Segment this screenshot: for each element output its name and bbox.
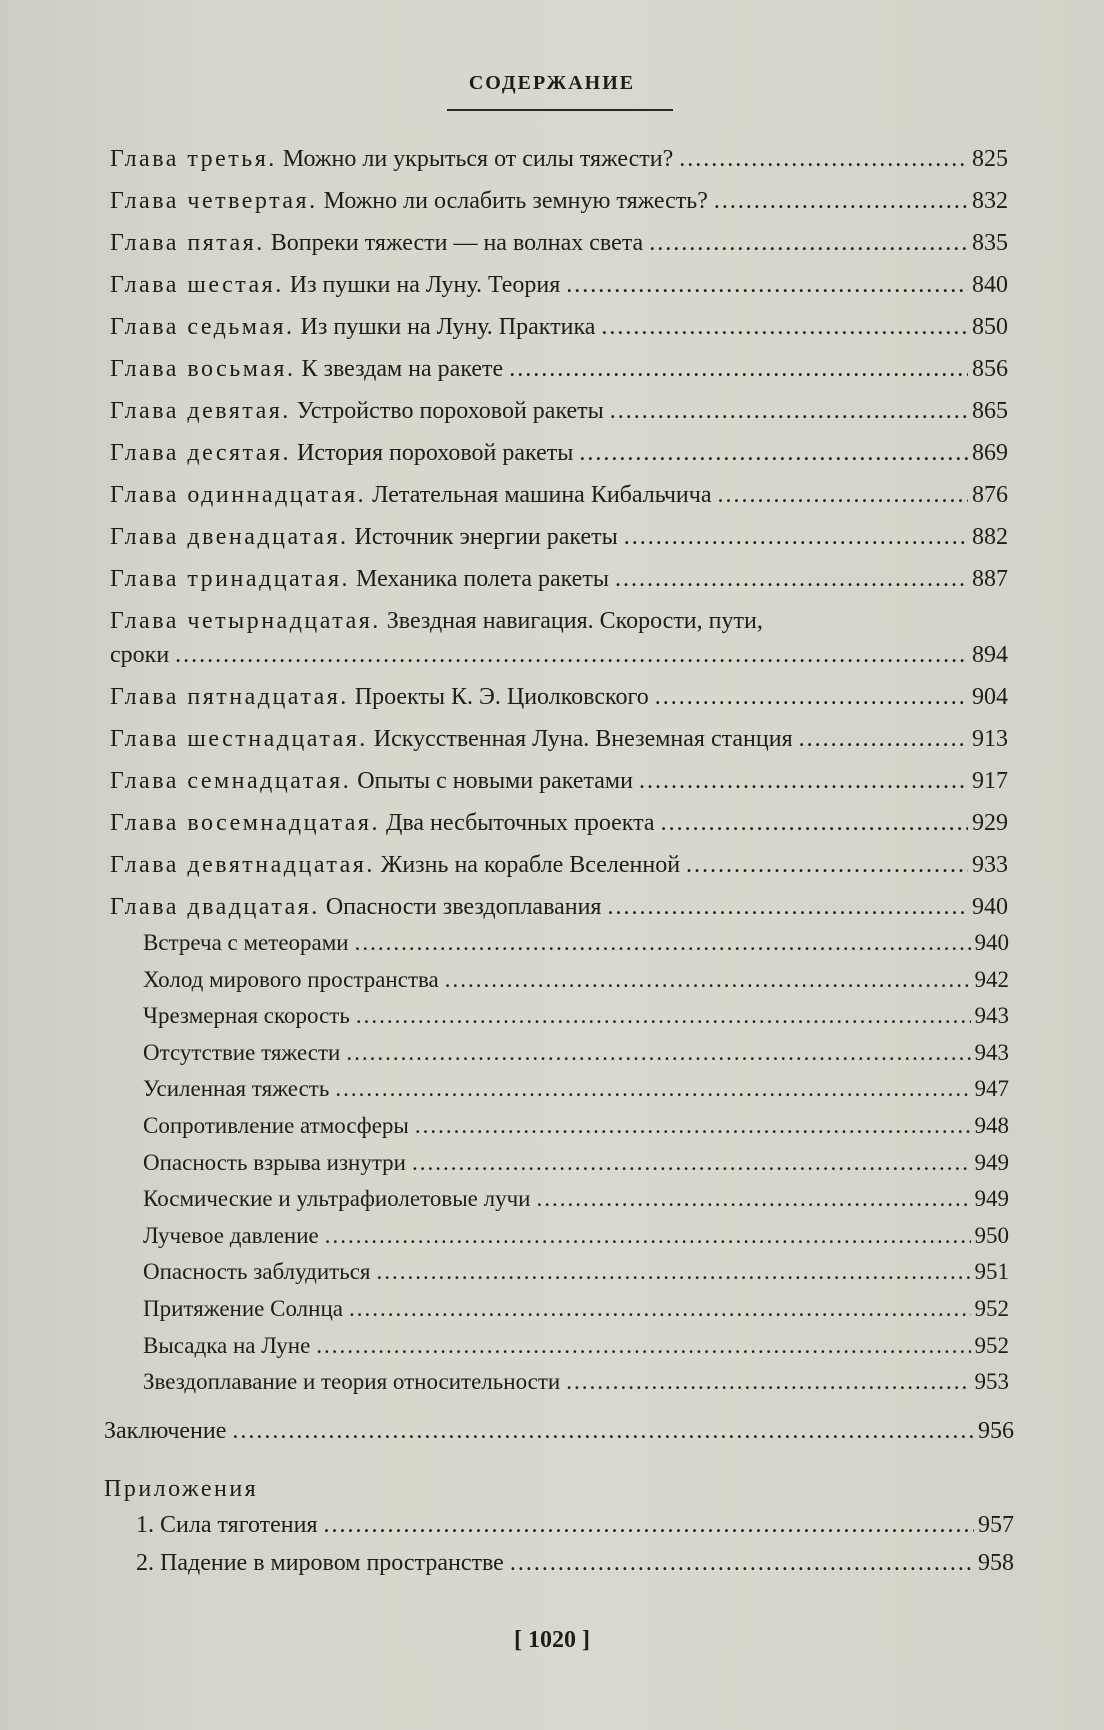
- toc-subentry-title: Притяжение Солнца: [143, 1295, 343, 1321]
- toc-subentry[interactable]: [0, 1038, 1009, 1075]
- toc-page-number: 917: [972, 768, 1008, 794]
- toc-entry-title: Глава четвертая. Можно ли ослабить земную тяжесть?: [110, 188, 708, 214]
- toc-entry-title: Глава девятнадцатая. Жизнь на корабле Вселенной: [110, 852, 681, 878]
- toc-entry[interactable]: [0, 850, 1008, 892]
- toc-page-number: 943: [974, 1039, 1009, 1065]
- leader-dots: [714, 186, 968, 216]
- leader-dots: [355, 928, 971, 958]
- toc-page-number: 950: [974, 1222, 1009, 1248]
- leader-dots: [346, 1038, 970, 1068]
- toc-subentry[interactable]: [0, 1074, 1009, 1111]
- toc-subentry-title: Чрезмерная скорость: [143, 1003, 350, 1029]
- toc-page-number: 949: [974, 1186, 1009, 1212]
- toc-page-number: 876: [972, 482, 1008, 508]
- toc-entry[interactable]: [0, 480, 1008, 522]
- leader-dots: [510, 1548, 974, 1578]
- toc-entry-title: Глава одиннадцатая. Летательная машина Кибальчича: [110, 482, 712, 508]
- leader-dots: [717, 480, 968, 510]
- toc-subentry-title: Звездоплавание и теория относительности: [143, 1369, 561, 1395]
- leader-dots: [377, 1257, 971, 1287]
- toc-subentry[interactable]: [0, 1184, 1009, 1221]
- leader-dots: [509, 354, 968, 384]
- leader-dots: [639, 766, 968, 796]
- toc-entry[interactable]: [0, 682, 1008, 724]
- running-head: СОДЕРЖАНИЕ: [468, 72, 636, 94]
- toc-page-number: 850: [972, 314, 1008, 340]
- toc-entry[interactable]: [0, 186, 1008, 228]
- leader-dots: [445, 965, 971, 995]
- toc-entry-title: Глава пятая. Вопреки тяжести — на волнах света: [110, 230, 644, 256]
- toc-subentry-title: Усиленная тяжесть: [143, 1076, 330, 1102]
- toc-entry-title: Глава тринадцатая. Механика полета ракеты: [110, 566, 609, 592]
- leader-dots: [610, 396, 968, 426]
- toc-entry-title: Глава девятая. Устройство пороховой ракеты: [110, 398, 604, 424]
- toc-entry-title: 2. Падение в мировом пространстве: [136, 1549, 504, 1576]
- toc-page-number: 942: [974, 966, 1009, 992]
- toc-subentry-title: Опасность заблудиться: [143, 1259, 371, 1285]
- toc-page-number: 869: [972, 440, 1008, 466]
- header-rule: [447, 109, 673, 111]
- leader-dots: [566, 1367, 970, 1397]
- toc-page-number: 933: [972, 852, 1008, 878]
- toc-page-number: 929: [972, 810, 1008, 836]
- toc-appendix-entry[interactable]: [0, 1510, 1014, 1548]
- leader-dots: [325, 1221, 971, 1251]
- leader-dots: [649, 228, 968, 258]
- toc-subentry-title: Опасность взрыва изнутри: [143, 1149, 406, 1175]
- toc-entry-title-continued: сроки: [110, 642, 170, 668]
- toc-entry-title: Глава шестнадцатая. Искусственная Луна. Внеземная станция: [110, 726, 793, 752]
- toc-entry[interactable]: [0, 808, 1008, 850]
- toc-page-number: 904: [972, 684, 1008, 710]
- toc-subentry-title: Космические и ультрафиолетовые лучи: [143, 1186, 531, 1212]
- toc-entry[interactable]: [0, 396, 1008, 438]
- leader-dots: [601, 312, 968, 342]
- toc-entry[interactable]: [0, 228, 1008, 270]
- toc-page-number: 940: [974, 930, 1009, 955]
- leader-dots: [679, 144, 968, 174]
- table-of-contents: [0, 144, 1104, 1586]
- toc-entry[interactable]: [0, 270, 1008, 312]
- toc-entry-title: Глава седьмая. Из пушки на Луну. Практика: [110, 314, 596, 340]
- toc-page-number: 940: [972, 894, 1008, 920]
- toc-subentry[interactable]: [0, 1148, 1009, 1185]
- toc-entry-title: Глава пятнадцатая. Проекты К. Э. Циолковского: [110, 684, 649, 710]
- toc-entry[interactable]: [0, 522, 1008, 564]
- toc-page-number: 952: [974, 1295, 1009, 1321]
- leader-dots: [175, 640, 968, 670]
- toc-page-number: 943: [974, 1003, 1009, 1029]
- leader-dots: [607, 892, 968, 922]
- toc-entry[interactable]: [0, 144, 1008, 186]
- toc-entry[interactable]: [0, 564, 1008, 606]
- toc-page-number: 882: [972, 524, 1008, 550]
- toc-entry-title: Глава шестая. Из пушки на Луну. Теория: [110, 272, 561, 298]
- toc-entry-title: 1. Сила тяготения: [136, 1511, 318, 1538]
- page-header: [0, 72, 1104, 111]
- leader-dots: [415, 1111, 971, 1141]
- toc-subentry[interactable]: [0, 928, 1009, 965]
- leader-dots: [799, 724, 968, 754]
- toc-entry[interactable]: [0, 766, 1008, 808]
- toc-entry-title: Глава третья. Можно ли укрыться от силы тяжести?: [110, 146, 674, 172]
- toc-page-number: 856: [972, 356, 1008, 382]
- toc-page-number: 894: [972, 642, 1008, 668]
- toc-subentry[interactable]: [0, 1001, 1009, 1038]
- toc-page-number: 835: [972, 230, 1008, 256]
- toc-page-number: 913: [972, 726, 1008, 752]
- leader-dots: [349, 1294, 971, 1324]
- toc-page-number: 958: [978, 1549, 1014, 1576]
- leader-dots: [316, 1331, 970, 1361]
- toc-entry-chapter-14-continued[interactable]: [0, 640, 1008, 682]
- toc-page-number: 887: [972, 566, 1008, 592]
- page-number-footer: [ 1020 ]: [514, 1627, 590, 1653]
- leader-dots: [335, 1074, 970, 1104]
- leader-dots: [566, 270, 968, 300]
- toc-entry[interactable]: [0, 438, 1008, 480]
- toc-subentry[interactable]: [0, 1111, 1009, 1148]
- toc-entry-title: Глава десятая. История пороховой ракеты: [110, 440, 574, 466]
- toc-page-number: 952: [974, 1332, 1009, 1358]
- toc-page-number: 951: [974, 1259, 1009, 1285]
- leader-dots: [537, 1184, 971, 1214]
- toc-subentry[interactable]: [0, 1331, 1009, 1368]
- toc-subentry-title: Отсутствие тяжести: [143, 1039, 341, 1065]
- toc-entry-title: Глава семнадцатая. Опыты с новыми ракетами: [110, 768, 633, 794]
- toc-entry-title: Глава двенадцатая. Источник энергии ракеты: [110, 524, 618, 550]
- toc-entry-title: Глава восьмая. К звездам на ракете: [110, 356, 504, 382]
- appendix-heading: Приложения: [104, 1475, 259, 1502]
- toc-subentry-title: Сопротивление атмосферы: [143, 1112, 409, 1138]
- toc-subentry-title: Холод мирового пространства: [143, 966, 439, 992]
- leader-dots: [412, 1148, 971, 1178]
- toc-entry-chapter-14[interactable]: [0, 606, 1008, 640]
- toc-entry[interactable]: [0, 354, 1008, 396]
- toc-appendix-entry[interactable]: [0, 1548, 1014, 1586]
- toc-entry-title: Глава восемнадцатая. Два несбыточных проекта: [110, 810, 655, 836]
- toc-entry-conclusion[interactable]: [0, 1404, 1014, 1474]
- toc-subentry-title: Высадка на Луне: [143, 1332, 311, 1358]
- toc-page-number: 840: [972, 272, 1008, 298]
- leader-dots: [324, 1510, 975, 1540]
- toc-page-number: 947: [974, 1076, 1009, 1102]
- toc-entry-title: Заключение: [104, 1417, 227, 1444]
- toc-page-number: 948: [974, 1112, 1009, 1138]
- toc-page-number: 957: [978, 1511, 1014, 1538]
- toc-page-number: 956: [978, 1417, 1014, 1444]
- leader-dots: [686, 850, 968, 880]
- toc-subentry-title: Встреча с метеорами: [143, 930, 349, 955]
- toc-page-number: 953: [974, 1369, 1009, 1395]
- toc-page-number: 832: [972, 188, 1008, 214]
- toc-subentry-title: Лучевое давление: [143, 1222, 319, 1248]
- toc-page-number: 865: [972, 398, 1008, 424]
- toc-page-number: 949: [974, 1149, 1009, 1175]
- toc-subentry[interactable]: [0, 1367, 1009, 1404]
- toc-subentry[interactable]: [0, 1294, 1009, 1331]
- leader-dots: [624, 522, 968, 552]
- toc-subentry[interactable]: [0, 965, 1009, 1002]
- toc-entry-title: Глава двадцатая. Опасности звездоплавания: [110, 894, 602, 920]
- toc-entry[interactable]: [0, 724, 1008, 766]
- leader-dots: [661, 808, 968, 838]
- toc-subentry[interactable]: [0, 1221, 1009, 1258]
- toc-entry[interactable]: [0, 312, 1008, 354]
- toc-page-number: 825: [972, 146, 1008, 172]
- leader-dots: [615, 564, 968, 594]
- toc-entry-title: Глава четырнадцатая. Звездная навигация. Скорости, пути,: [110, 608, 763, 634]
- leader-dots: [579, 438, 968, 468]
- leader-dots: [232, 1416, 974, 1446]
- leader-dots: [356, 1001, 971, 1031]
- toc-entry[interactable]: [0, 892, 1008, 928]
- toc-subentry[interactable]: [0, 1257, 1009, 1294]
- leader-dots: [655, 682, 968, 712]
